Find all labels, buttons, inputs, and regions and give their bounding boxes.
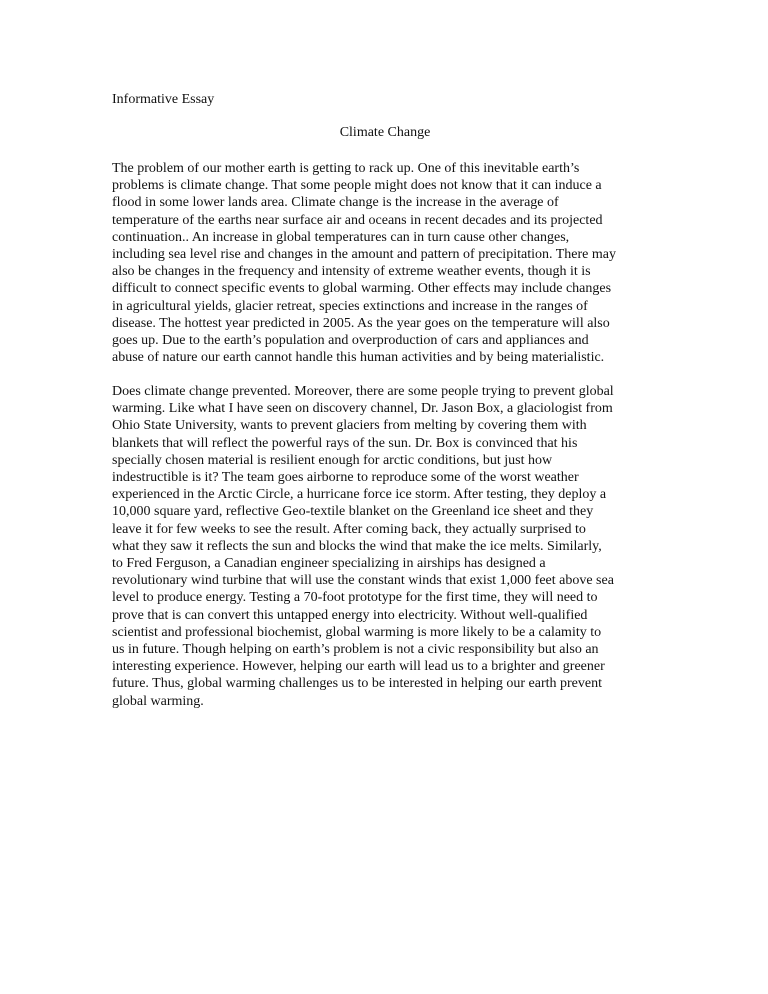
paragraph-line: difficult to connect specific events to global warming. Other effects may include changes bbox=[112, 281, 612, 297]
paragraph-line: warming. Like what I have seen on discovery channel, Dr. Jason Box, a glaciologist from bbox=[112, 401, 613, 417]
paragraph-line: to Fred Ferguson, a Canadian engineer specializing in airships has designed a bbox=[112, 556, 546, 572]
paragraph-line: scientist and professional biochemist, global warming is more likely to be a calamity to bbox=[112, 624, 602, 640]
paragraph-line: specially chosen material is resilient enough for arctic conditions, but just how bbox=[112, 452, 553, 468]
paragraph-line: what they saw it reflects the sun and blocks the wind that make the ice melts. Similarly, bbox=[112, 538, 602, 554]
paragraph-line: also be changes in the frequency and intensity of extreme weather events, though it is bbox=[112, 264, 591, 280]
document-title: Climate Change bbox=[339, 125, 431, 140]
paragraph-line: including sea level rise and changes in the amount and pattern of precipitation. There may bbox=[112, 247, 616, 263]
paragraph-line: interesting experience. However, helping our earth will lead us to a brighter and greener bbox=[112, 659, 605, 675]
document-label: Informative Essay bbox=[112, 92, 215, 107]
paragraph-line: revolutionary wind turbine that will use the constant winds that exist 1,000 feet above sea bbox=[112, 573, 614, 589]
paragraph-line: abuse of nature our earth cannot handle this human activities and by being materialistic. bbox=[112, 350, 605, 366]
paragraph-line: level to produce energy. Testing a 70-foot prototype for the first time, they will need to bbox=[112, 590, 598, 606]
paragraph-line: global warming. bbox=[112, 693, 204, 709]
paragraph-line: 10,000 square yard, reflective Geo-textile blanket on the Greenland ice sheet and they bbox=[112, 504, 594, 520]
paragraph-2 bbox=[112, 383, 672, 710]
paragraph-line: continuation.. An increase in global temperatures can in turn cause other changes, bbox=[112, 229, 570, 245]
paragraph-line: us in future. Though helping on earth’s problem is not a civic responsibility but also an bbox=[112, 642, 599, 658]
paragraph-line: The problem of our mother earth is getting to rack up. One of this inevitable earth’s bbox=[112, 161, 580, 176]
paragraph-line: indestructible is it? The team goes airborne to reproduce some of the worst weather bbox=[112, 470, 579, 486]
paragraph-line: experienced in the Arctic Circle, a hurricane force ice storm. After testing, they deploy a bbox=[112, 487, 607, 503]
paragraph-line: flood in some lower lands area. Climate change is the increase in the average of bbox=[112, 195, 559, 211]
paragraph-line: blankets that will reflect the powerful rays of the sun. Dr. Box is convinced that his bbox=[112, 435, 578, 451]
paragraph-line: in agricultural yields, glacier retreat, species extinctions and increase in the ranges of bbox=[112, 298, 588, 314]
paragraph-line: future. Thus, global warming challenges us to be interested in helping our earth prevent bbox=[112, 676, 602, 692]
paragraph-line: Does climate change prevented. Moreover, there are some people trying to prevent global bbox=[112, 384, 614, 399]
paragraph-line: problems is climate change. That some people might does not know that it can induce a bbox=[112, 178, 602, 194]
paragraph-line: prove that is can convert this untapped energy into electricity. Without well-qualified bbox=[112, 607, 588, 623]
paragraph-line: leave it for few weeks to see the result. After coming back, they actually surprised to bbox=[112, 521, 586, 537]
paragraph-line: disease. The hottest year predicted in 2005. As the year goes on the temperature will also bbox=[112, 315, 610, 331]
paragraph-1 bbox=[112, 160, 672, 366]
paragraph-line: goes up. Due to the earth’s population and overproduction of cars and appliances and bbox=[112, 333, 589, 349]
paragraph-line: temperature of the earths near surface air and oceans in recent decades and its projected bbox=[112, 212, 603, 228]
paragraph-line: Ohio State University, wants to prevent glaciers from melting by covering them with bbox=[112, 418, 587, 434]
